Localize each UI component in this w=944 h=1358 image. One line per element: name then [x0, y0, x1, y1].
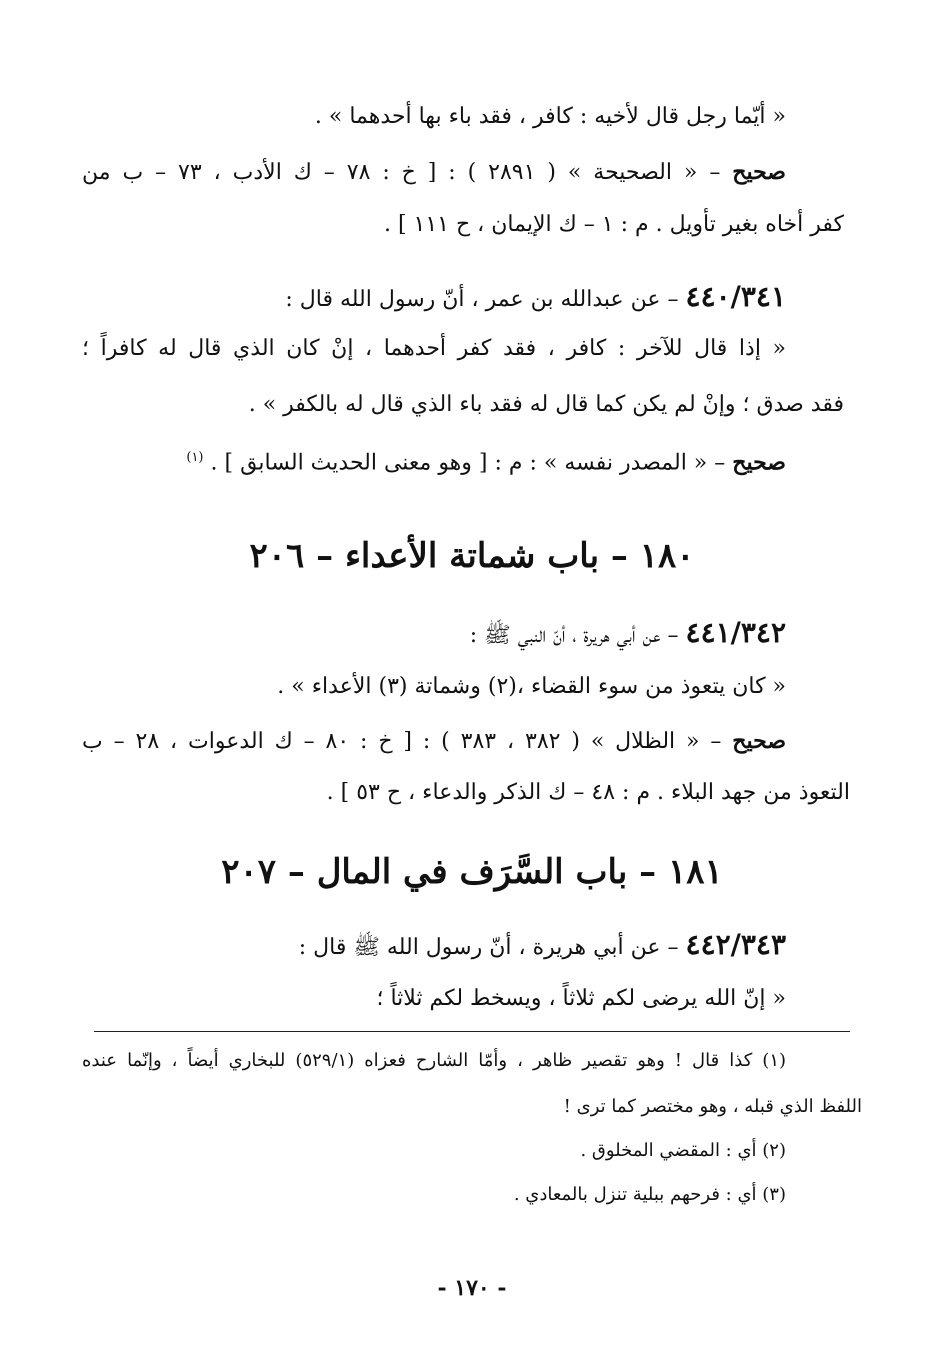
chapter-title: ١٨٠ – باب شماتة الأعداء – ٢٠٦	[249, 536, 695, 576]
hadith-heading	[285, 282, 786, 315]
grade-line	[186, 443, 786, 478]
hadith-text: « إنّ الله يرضى لكم ثلاثاً ، ويسخط لكم ثلاثاً ؛	[376, 986, 786, 1011]
footnote-1-continued: اللفظ الذي قبله ، وهو مختصر كما ترى !	[563, 1096, 862, 1117]
hadith-number: ٤٤١/٣٤٢	[685, 616, 786, 649]
grade-line-continued: كفر أخاه بغير تأويل . م : ١ – ك الإيمان ، ح ١١١ ] .	[383, 212, 844, 237]
grade-source: – « الصحيحة » ( ٢٨٩١ ) : [ خ : ٧٨ – ك الأدب ، ٧٣ – ب من	[82, 160, 721, 185]
footnote-3: (٣) أي : فرحهم ببلية تنزل بالمعادي .	[513, 1184, 786, 1205]
hadith-heading	[299, 930, 786, 963]
hadith-isnad: – عن أبي هريرة ، أنّ النبي ﷺ :	[469, 623, 679, 648]
grade-line	[82, 157, 786, 188]
footnote-1: (١) كذا قال ! وهو تقصير ظاهر ، وأمّا الشارح فعزاه (٥٢٩/١) للبخاري أيضاً ، وإنّما عنده	[82, 1050, 787, 1071]
page-number: - ١٧٠ -	[437, 1275, 507, 1301]
grade-source: – « المصدر نفسه » : م : [ وهو معنى الحديث السابق ] .	[210, 450, 726, 476]
hadith-number: ٤٤٠/٣٤١	[685, 280, 786, 313]
hadith-text: « أيّما رجل قال لأخيه : كافر ، فقد باء بها أحدهما » .	[314, 104, 786, 129]
grade-line	[82, 726, 786, 757]
chapter-title: ١٨١ – باب السَّرَف في المال – ٢٠٧	[221, 852, 723, 892]
footnote-ref: (١)	[186, 450, 204, 465]
footnote-divider	[94, 1031, 850, 1032]
hadith-text: فقد صدق ؛ وإنْ لم يكن كما قال له فقد باء الذي قال له بالكفر » .	[248, 392, 844, 417]
hadith-isnad: – عن أبي هريرة ، أنّ رسول الله ﷺ قال :	[298, 935, 679, 960]
grade-label: صحيح	[732, 159, 786, 185]
hadith-number: ٤٤٢/٣٤٣	[685, 928, 786, 961]
grade-label: صحيح	[732, 449, 786, 476]
hadith-text: « إذا قال للآخر : كافر ، فقد كفر أحدهما ، إنْ كان الذي قال له كافراً ؛	[82, 336, 786, 361]
hadith-text: « كان يتعوذ من سوء القضاء ،(٢) وشماتة (٣) الأعداء » .	[277, 674, 786, 699]
footnote-2: (٢) أي : المقضي المخلوق .	[580, 1140, 786, 1161]
grade-source: – « الظلال » ( ٣٨٢ ، ٣٨٣ ) : [ خ : ٨٠ – ك الدعوات ، ٢٨ – ب	[82, 729, 722, 754]
hadith-isnad: – عن عبدالله بن عمر ، أنّ رسول الله قال :	[285, 287, 679, 312]
hadith-heading	[470, 618, 786, 651]
grade-label: صحيح	[732, 728, 787, 754]
grade-line-continued: التعوذ من جهد البلاء . م : ٤٨ – ك الذكر والدعاء ، ح ٥٣ ] .	[326, 780, 850, 805]
